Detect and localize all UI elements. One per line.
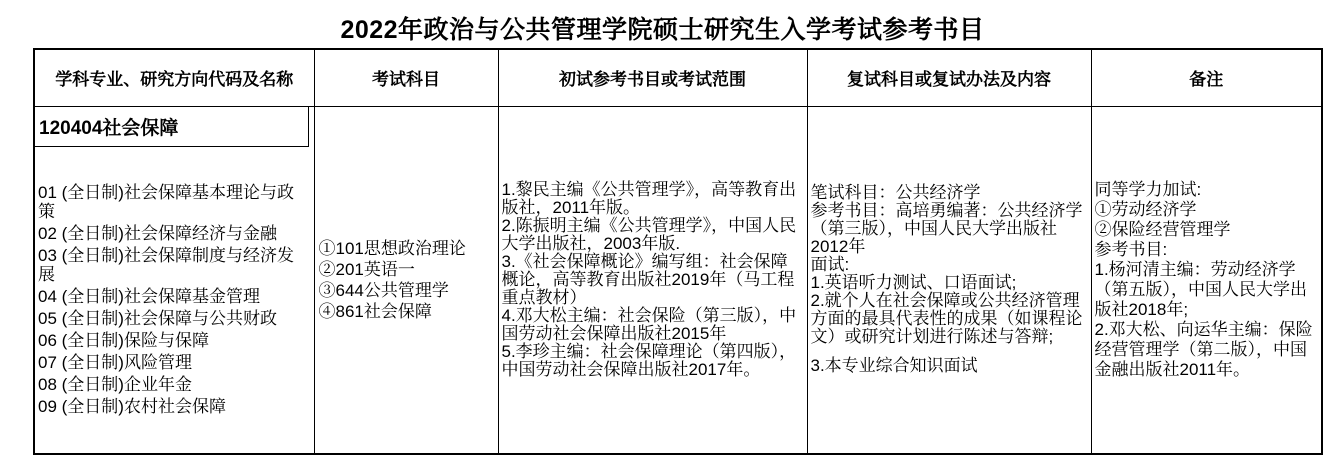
retest-item: 1.英语听力测试、口语面试;	[810, 273, 1017, 292]
initial-ref-item: 2.陈振明主编《公共管理学》，中国人民大学出版社，2003年版.	[501, 215, 797, 253]
retest-item: 面试:	[810, 255, 850, 274]
exam-subject-item: ①101思想政治理论	[318, 238, 466, 258]
retest-item: 参考书目：高培勇编著：公共经济学（第三版），中国人民大学出版社2012年	[810, 201, 1083, 256]
direction-item: 08 (全日制)企业年金	[38, 375, 192, 394]
header-row	[34, 49, 1322, 106]
initial-ref-item: 3.《社会保障概论》编写组：社会保障概论，高等教育出版社2019年（马工程重点教材）	[501, 251, 795, 307]
program-code-box	[35, 107, 309, 147]
directions-list	[35, 147, 314, 453]
remark-item: 1.杨河清主编：劳动经济学（第五版），中国人民大学出版社2018年;	[1094, 259, 1307, 319]
cell-exam-subjects	[314, 106, 498, 454]
direction-item: 01 (全日制)社会保障基本理论与政策	[38, 183, 294, 221]
direction-item: 02 (全日制)社会保障经济与金融	[38, 224, 277, 243]
body-row	[34, 106, 1322, 454]
remark-item: ①劳动经济学	[1094, 199, 1197, 219]
program-code: 120404社会保障	[39, 117, 179, 139]
exam-subjects-list	[319, 238, 496, 322]
cell-initial-refs	[498, 106, 807, 454]
retest-list	[811, 184, 1089, 375]
reference-table	[33, 48, 1323, 455]
direction-item: 03 (全日制)社会保障制度与经济发展	[38, 246, 294, 284]
initial-ref-item: 4.邓大松主编：社会保险（第三版），中国劳动社会保障出版社2015年	[501, 305, 797, 343]
column-header: 考试科目	[314, 49, 498, 106]
remark-item: 同等学力加试:	[1094, 179, 1202, 199]
direction-item: 07 (全日制)风险管理	[38, 353, 192, 372]
column-header: 学科专业、研究方向代码及名称	[34, 49, 314, 106]
exam-subject-item: ④861社会保障	[318, 301, 432, 321]
initial-ref-item: 1.黎民主编《公共管理学》，高等教育出版社，2011年版。	[501, 179, 797, 217]
remarks-list	[1095, 180, 1320, 380]
cell-program-directions	[34, 106, 314, 454]
direction-item: 09 (全日制)农村社会保障	[38, 397, 226, 416]
direction-item: 06 (全日制)保险与保障	[38, 331, 209, 350]
exam-subject-item: ②201英语一	[318, 259, 415, 279]
remark-item: ②保险经营管理学	[1094, 219, 1231, 239]
retest-item: 2.就个人在社会保障或公共经济管理方面的最具代表性的成果（如课程论文）或研究计划进行陈述与答辩;	[810, 291, 1083, 346]
direction-item: 05 (全日制)社会保障与公共财政	[38, 309, 277, 328]
column-header: 复试科目或复试办法及内容	[807, 49, 1091, 106]
retest-item: 笔试科目：公共经济学	[810, 183, 981, 202]
initial-refs-list	[502, 181, 805, 379]
remark-item: 参考书目:	[1094, 239, 1168, 259]
direction-item: 04 (全日制)社会保障基金管理	[38, 287, 260, 306]
cell-remarks	[1091, 106, 1322, 454]
retest-item: 3.本专业综合知识面试	[810, 356, 978, 375]
page-title: 2022年政治与公共管理学院硕士研究生入学考试参考书目	[340, 16, 985, 44]
cell-retest	[807, 106, 1091, 454]
exam-subject-item: ③644公共管理学	[318, 280, 449, 300]
column-header: 初试参考书目或考试范围	[498, 49, 807, 106]
initial-ref-item: 5.李珍主编：社会保障理论（第四版），中国劳动社会保障出版社2017年。	[501, 341, 797, 379]
remark-item: 2.邓大松、向运华主编：保险经营管理学（第二版），中国金融出版社2011年。	[1094, 319, 1313, 379]
column-header: 备注	[1091, 49, 1322, 106]
